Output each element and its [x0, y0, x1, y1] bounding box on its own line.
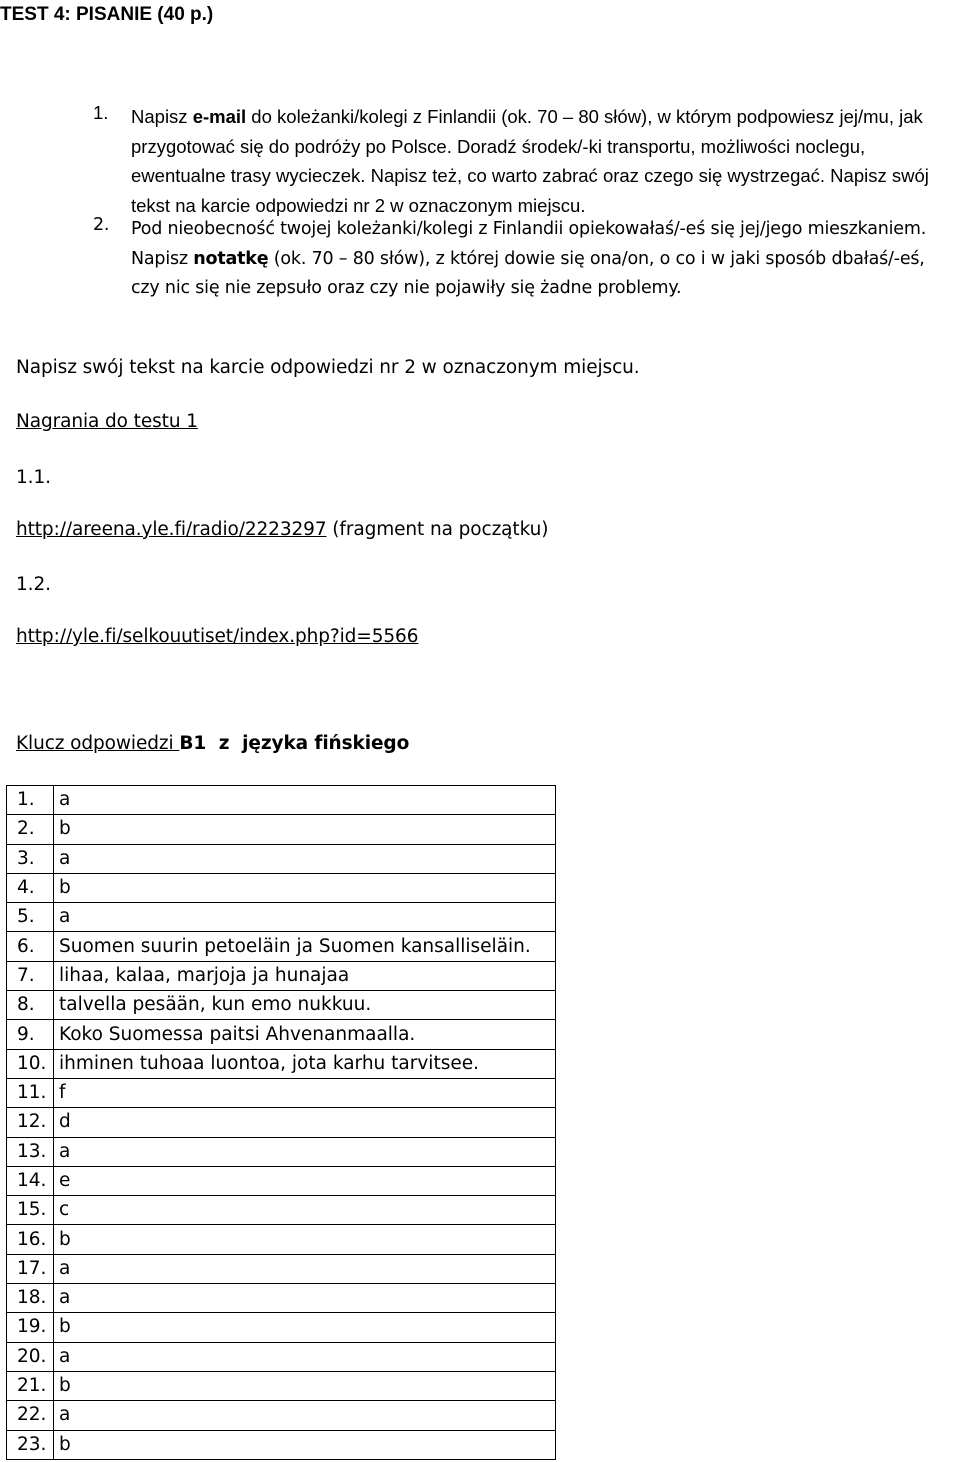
answer-number: 19. [7, 1313, 54, 1342]
answer-value: d [54, 1108, 556, 1137]
answer-number: 3. [7, 844, 54, 873]
answer-value: e [54, 1166, 556, 1195]
answer-number: 5. [7, 903, 54, 932]
answer-row [7, 1020, 556, 1049]
recording-1 [16, 519, 548, 540]
task-1-keyword: e-mail [192, 106, 247, 127]
answer-row [7, 1049, 556, 1078]
answer-value: a [54, 1254, 556, 1283]
answer-value: f [54, 1078, 556, 1107]
answer-row [7, 1313, 556, 1342]
answer-number: 14. [7, 1166, 54, 1195]
recording-1-note: (fragment na początku) [326, 519, 549, 540]
task-2 [93, 215, 953, 304]
answer-number: 20. [7, 1342, 54, 1371]
answer-row [7, 1137, 556, 1166]
answer-value: b [54, 1313, 556, 1342]
answer-row [7, 844, 556, 873]
answer-value: a [54, 1137, 556, 1166]
task-1-description: do koleżanki/kolegi z Finlandii (ok. 70 – 80 słów), w którym podpowiesz jej/mu, jak przygotować się do podróży po Polsce. Doradź środek/-ki transportu, możliwości noclegu, ewentualne trasy wycieczek. Napisz też, co warto zabrać oraz czego się wystrzegać. Napisz swój tekst na karcie odpowiedzi nr 2 w oznaczonym miejscu. [131, 106, 929, 216]
answer-key-heading-text: Klucz odpowiedzi [16, 733, 180, 754]
answer-key-level: B1 [179, 733, 207, 754]
answer-value: a [54, 1342, 556, 1371]
answer-value: b [54, 1371, 556, 1400]
answer-number: 12. [7, 1108, 54, 1137]
answer-row [7, 903, 556, 932]
answer-number: 22. [7, 1401, 54, 1430]
answer-value: lihaa, kalaa, marjoja ja hunajaa [54, 961, 556, 990]
answer-row [7, 1401, 556, 1430]
answer-value: b [54, 1225, 556, 1254]
answer-row [7, 1108, 556, 1137]
answer-number: 17. [7, 1254, 54, 1283]
answer-number: 11. [7, 1078, 54, 1107]
answer-key-heading [16, 733, 409, 754]
answer-row [7, 1342, 556, 1371]
answer-row [7, 1225, 556, 1254]
answer-value: a [54, 1401, 556, 1430]
answer-value: a [54, 1284, 556, 1313]
answer-number: 21. [7, 1371, 54, 1400]
answer-row [7, 1254, 556, 1283]
answer-row [7, 1430, 556, 1459]
answer-value: b [54, 873, 556, 902]
answer-number: 6. [7, 932, 54, 961]
answer-number: 10. [7, 1049, 54, 1078]
answer-number: 13. [7, 1137, 54, 1166]
answer-number: 15. [7, 1196, 54, 1225]
answer-key-table [6, 785, 556, 1460]
answer-value: a [54, 903, 556, 932]
answer-value: Koko Suomessa paitsi Ahvenanmaalla. [54, 1020, 556, 1049]
answer-number: 18. [7, 1284, 54, 1313]
answer-number: 8. [7, 991, 54, 1020]
answer-value: Suomen suurin petoeläin ja Suomen kansalliseläin. [54, 932, 556, 961]
answer-row [7, 815, 556, 844]
task-1-text [131, 102, 953, 220]
recording-2-link[interactable]: http://yle.fi/selkouutiset/index.php?id=5566 [16, 626, 419, 647]
answer-value: talvella pesään, kun emo nukkuu. [54, 991, 556, 1020]
answer-row [7, 786, 556, 815]
answer-value: b [54, 815, 556, 844]
task-2-description: (ok. 70 – 80 słów), z której dowie się ona/on, o co i w jaki sposób dbałaś/-eś, czy nic się nie zepsuło oraz czy nie pojawiły się żadne problemy. [131, 248, 925, 298]
instruction-text: Napisz swój tekst na karcie odpowiedzi nr 2 w oznaczonym miejscu. [16, 357, 640, 378]
recording-2 [16, 626, 418, 647]
task-1-number: 1. [93, 102, 109, 123]
answer-row [7, 1371, 556, 1400]
answer-row [7, 932, 556, 961]
answer-number: 9. [7, 1020, 54, 1049]
answer-row [7, 873, 556, 902]
answer-number: 1. [7, 786, 54, 815]
answer-number: 16. [7, 1225, 54, 1254]
answer-number: 2. [7, 815, 54, 844]
task-1 [93, 102, 953, 220]
answer-row [7, 991, 556, 1020]
task-2-prefix: Pod nieobecność twojej koleżanki/kolegi z Finlandii opiekowałaś/-eś się jej/jego mieszkaniem. Napisz [131, 219, 927, 269]
answer-row [7, 1078, 556, 1107]
answer-number: 23. [7, 1430, 54, 1459]
answer-value: c [54, 1196, 556, 1225]
answer-row [7, 1166, 556, 1195]
answer-value: b [54, 1430, 556, 1459]
test-title: TEST 4: PISANIE (40 p.) [0, 4, 214, 25]
recording-1-label: 1.1. [16, 467, 51, 488]
answer-key-language: z języka fińskiego [206, 733, 410, 754]
task-2-keyword: notatkę [193, 248, 269, 269]
recording-2-label: 1.2. [16, 574, 51, 595]
answer-value: a [54, 844, 556, 873]
answer-row [7, 961, 556, 990]
task-1-prefix: Napisz [131, 106, 193, 127]
answer-number: 4. [7, 873, 54, 902]
answer-number: 7. [7, 961, 54, 990]
answer-row [7, 1196, 556, 1225]
recording-1-link[interactable]: http://areena.yle.fi/radio/2223297 [16, 519, 327, 540]
recordings-heading: Nagrania do testu 1 [16, 411, 198, 432]
answer-value: ihminen tuhoaa luontoa, jota karhu tarvitsee. [54, 1049, 556, 1078]
answer-row [7, 1284, 556, 1313]
task-2-number: 2. [93, 215, 110, 235]
task-2-text [131, 215, 953, 304]
answer-value: a [54, 786, 556, 815]
